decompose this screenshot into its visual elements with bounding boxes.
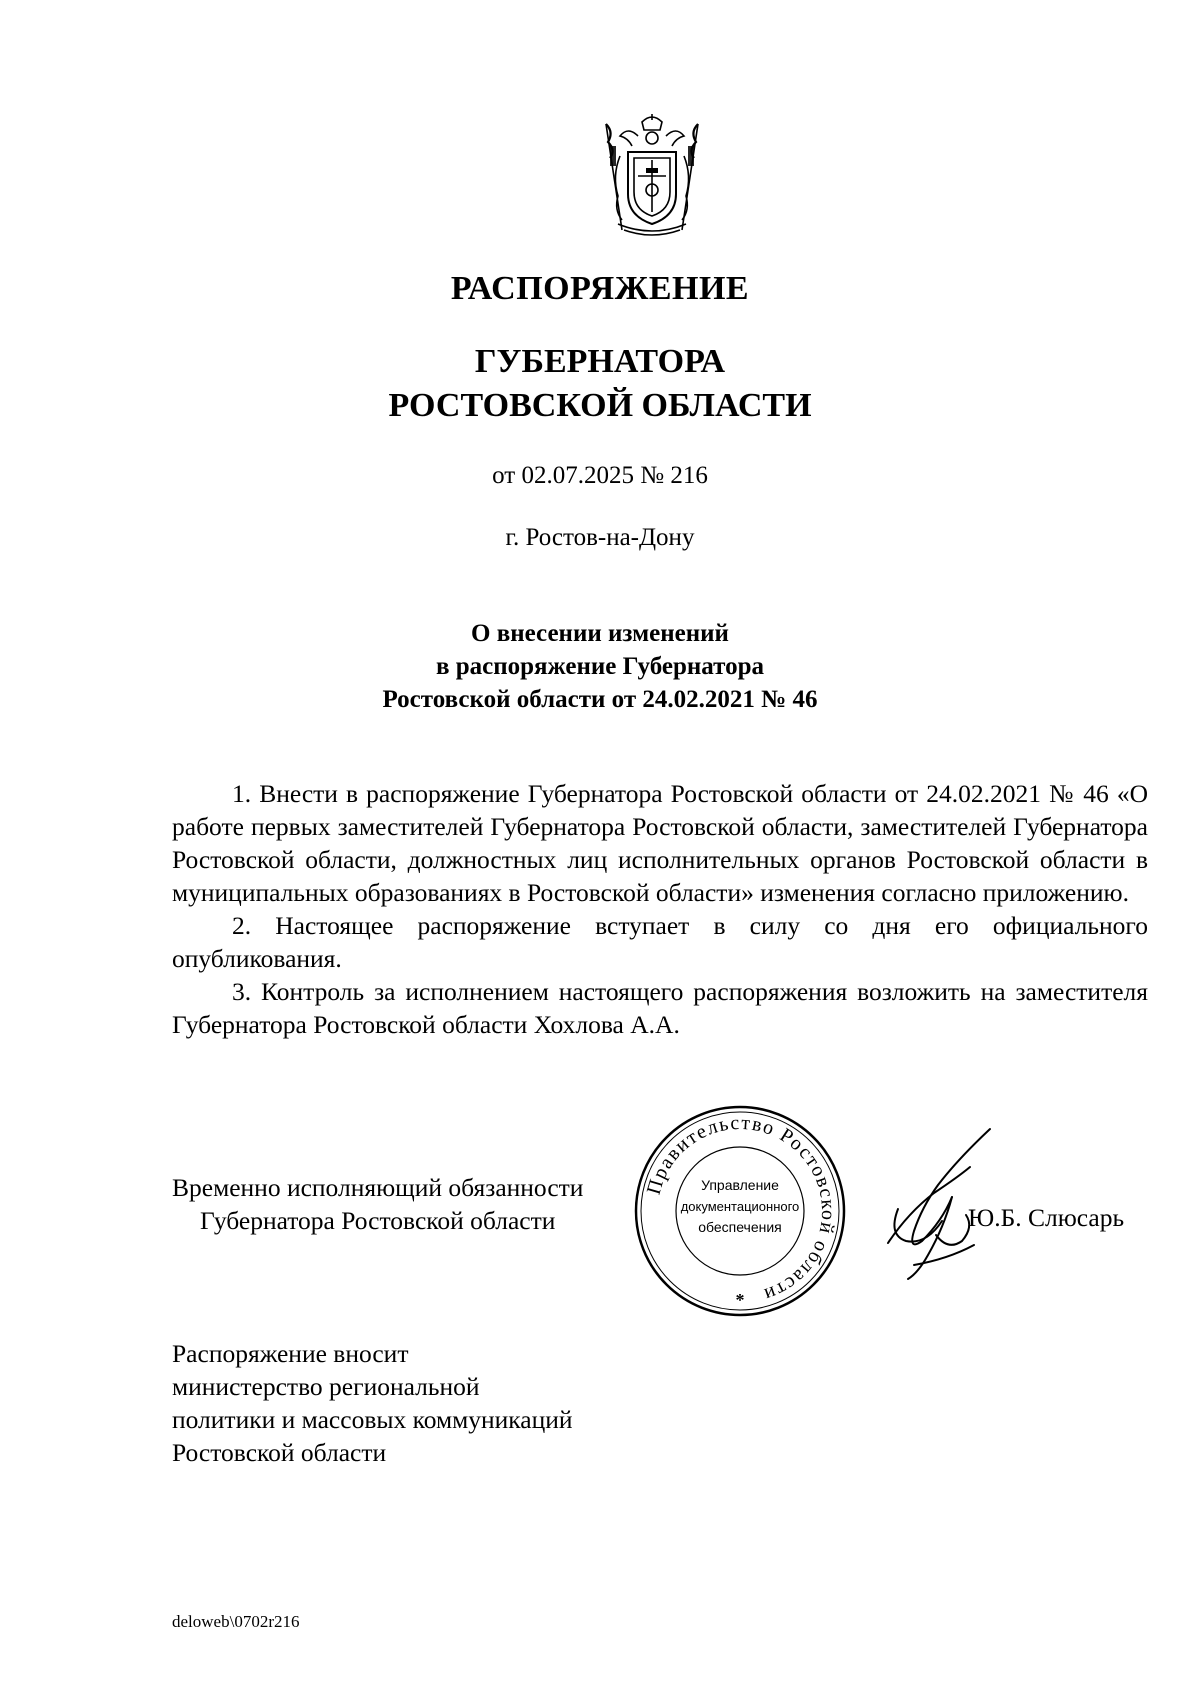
file-reference: deloweb\0702r216 [172,1612,300,1631]
body-paragraph-1: 1. Внести в распоряжение Губернатора Ростовской области от 24.02.2021 № 46 «О работе первых заместителей Губернатора Ростовской области, заместителей Губернатора Ростовской области, должностных лиц исполнительных органов Ростовской области в муниципальных образованиях в Ростовской области» изменения согласно приложению. [172,779,1148,907]
stamp-center-line-1: Управление [701,1177,779,1193]
body-paragraph-2: 2. Настоящее распоряжение вступает в силу со дня его официального опубликования. [172,911,1148,973]
stamp-center-line-2: документационного [680,1199,800,1214]
signer-position-line-1: Временно исполняющий обязанности [172,1173,584,1202]
document-type-title: РАСПОРЯЖЕНИЕ [450,270,750,307]
subject-line-1: О внесении изменений [471,620,729,647]
submitter-line-2: министерство региональной [172,1372,480,1401]
submitted-by [172,1337,573,1469]
document-date-number: от 02.07.2025 № 216 [492,462,708,489]
body-paragraph-3: 3. Контроль за исполнением настоящего распоряжения возложить на заместителя Губернатора Ростовской области Хохлова А.А. [172,977,1148,1039]
subject-line-3: Ростовской области от 24.02.2021 № 46 [382,686,818,713]
submitter-line-4: Ростовской области [172,1438,387,1467]
authority-line-1: ГУБЕРНАТОРА [474,343,726,380]
stamp-ring-text: Правительство Ростовской области [642,1111,840,1307]
stamp-star: * [735,1290,745,1310]
signer-position-line-2: Губернатора Ростовской области [200,1206,556,1235]
document-body [172,777,1148,1041]
authority-line-2: РОСТОВСКОЙ ОБЛАСТИ [388,387,812,424]
signer-name: Ю.Б. Слюсарь [968,1203,1125,1232]
issuing-authority [0,340,1200,428]
document-city: г. Ростов-на-Дону [505,524,695,551]
signer-position [172,1171,583,1237]
subject-line-2: в распоряжение Губернатора [435,653,765,680]
coat-of-arms-emblem [598,112,706,238]
stamp-center-line-3: обеспечения [698,1219,782,1235]
document-subject [0,617,1200,716]
coat-of-arms-icon [598,112,706,238]
submitter-line-1: Распоряжение вносит [172,1339,409,1368]
official-seal-stamp [632,1103,848,1319]
submitter-line-3: политики и массовых коммуникаций [172,1405,573,1434]
